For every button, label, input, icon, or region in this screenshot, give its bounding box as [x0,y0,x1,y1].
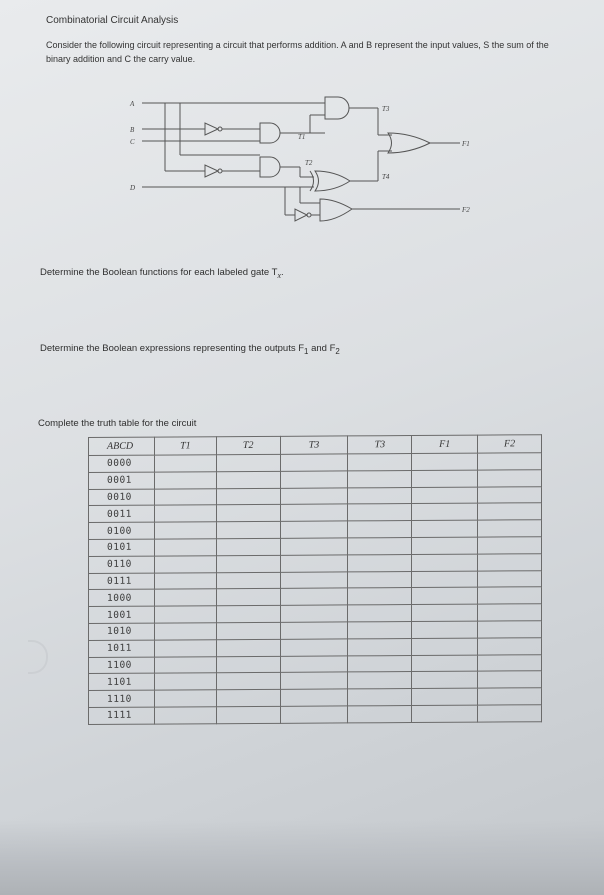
answer-cell[interactable] [216,471,280,488]
input-combination: 0010 [89,489,155,506]
header-abcd: ABCD [89,437,155,455]
answer-cell[interactable] [154,505,216,522]
header-t1: T1 [154,437,216,455]
answer-cell[interactable] [154,455,216,472]
input-label-d: D [130,184,136,192]
answer-cell[interactable] [216,706,280,723]
answer-cell[interactable] [412,520,478,537]
answer-cell[interactable] [154,488,216,505]
answer-cell[interactable] [412,571,478,588]
answer-cell[interactable] [478,688,542,705]
answer-cell[interactable] [154,589,216,606]
answer-cell[interactable] [412,705,478,722]
answer-cell[interactable] [154,522,216,539]
output-label-f2: F2 [462,206,470,214]
answer-cell[interactable] [348,705,412,722]
table-row [89,705,542,725]
answer-cell[interactable] [216,538,280,555]
answer-cell[interactable] [478,604,542,621]
question-gate-functions-text: Determine the Boolean functions for each labeled gate T [40,267,278,278]
answer-cell[interactable] [478,621,542,638]
answer-cell[interactable] [154,623,216,640]
answer-cell[interactable] [348,538,412,555]
answer-cell[interactable] [280,454,348,471]
answer-cell[interactable] [412,487,478,504]
answer-cell[interactable] [216,589,280,606]
answer-cell[interactable] [154,673,216,690]
answer-cell[interactable] [154,572,216,589]
answer-cell[interactable] [348,521,412,538]
answer-cell[interactable] [280,639,348,656]
gate-label-t3: T3 [382,105,390,113]
answer-cell[interactable] [280,571,348,588]
answer-cell[interactable] [412,554,478,571]
input-combination: 1100 [89,657,155,674]
answer-cell[interactable] [154,472,216,489]
input-combination: 0101 [89,539,155,556]
answer-cell[interactable] [478,570,542,587]
output-label-f1: F1 [462,140,470,148]
input-combination: 1111 [89,707,155,724]
q2-sub2: 2 [335,346,340,356]
answer-cell[interactable] [348,605,412,622]
gate-label-t2: T2 [305,159,313,167]
answer-cell[interactable] [348,454,412,471]
answer-cell[interactable] [154,690,216,707]
answer-cell[interactable] [154,656,216,673]
answer-cell[interactable] [216,454,280,471]
answer-cell[interactable] [216,656,280,673]
answer-cell[interactable] [216,605,280,622]
answer-cell[interactable] [348,638,412,655]
answer-cell[interactable] [412,621,478,638]
answer-cell[interactable] [216,622,280,639]
answer-cell[interactable] [412,453,478,470]
input-combination: 1110 [89,690,155,707]
answer-cell[interactable] [216,639,280,656]
input-combination: 1011 [89,640,155,657]
answer-cell[interactable] [412,504,478,521]
answer-cell[interactable] [478,554,542,571]
answer-cell[interactable] [478,470,542,487]
q2-prefix: Determine the Boolean expressions representing the outputs F [40,343,305,354]
input-label-b: B [130,126,135,134]
answer-cell[interactable] [280,488,348,505]
answer-cell[interactable] [478,520,542,537]
input-label-a: A [130,100,135,108]
answer-cell[interactable] [478,705,542,722]
answer-cell[interactable] [412,688,478,705]
answer-cell[interactable] [478,637,542,654]
answer-cell[interactable] [216,673,280,690]
answer-cell[interactable] [280,521,348,538]
answer-cell[interactable] [280,538,348,555]
answer-cell[interactable] [154,555,216,572]
answer-cell[interactable] [154,707,216,724]
truth-table [88,434,542,725]
input-combination: 0001 [89,472,155,489]
answer-cell[interactable] [216,689,280,706]
answer-cell[interactable] [280,672,348,689]
answer-cell[interactable] [280,689,348,706]
paper-shadow [0,820,604,895]
answer-cell[interactable] [216,522,280,539]
header-f1: F1 [412,435,478,453]
gate-label-t4: T4 [382,173,390,181]
answer-cell[interactable] [280,471,348,488]
answer-cell[interactable] [478,537,542,554]
answer-cell[interactable] [348,487,412,504]
input-combination: 1101 [89,673,155,690]
input-combination: 0110 [89,556,155,573]
answer-cell[interactable] [348,655,412,672]
answer-cell[interactable] [280,622,348,639]
q2-mid: and F [308,343,336,354]
answer-cell[interactable] [412,671,478,688]
answer-cell[interactable] [348,588,412,605]
answer-cell[interactable] [478,587,542,604]
answer-cell[interactable] [412,604,478,621]
input-combination: 0100 [89,522,155,539]
answer-cell[interactable] [216,505,280,522]
answer-cell[interactable] [154,539,216,556]
answer-cell[interactable] [280,504,348,521]
input-combination: 0011 [89,505,155,522]
answer-cell[interactable] [412,537,478,554]
question-truth-table: Complete the truth table for the circuit [38,418,197,429]
answer-cell[interactable] [412,655,478,672]
answer-cell[interactable] [154,606,216,623]
answer-cell[interactable] [478,671,542,688]
circuit-diagram [110,95,490,235]
input-combination: 0111 [89,573,155,590]
answer-cell[interactable] [216,555,280,572]
header-t3-second: T3 [348,436,412,454]
input-combination: 0000 [89,455,155,472]
input-combination: 1000 [89,589,155,606]
answer-cell[interactable] [478,503,542,520]
page-title: Combinatorial Circuit Analysis [46,15,179,26]
answer-cell[interactable] [280,706,348,723]
answer-cell[interactable] [478,654,542,671]
header-t2: T2 [216,436,280,454]
answer-cell[interactable] [348,571,412,588]
answer-cell[interactable] [280,605,348,622]
header-f2: F2 [478,435,542,453]
answer-cell[interactable] [348,554,412,571]
input-label-c: C [130,138,135,146]
input-combination: 1001 [89,606,155,623]
answer-cell[interactable] [412,470,478,487]
answer-cell[interactable] [348,689,412,706]
q2-sub1: 1 [304,346,309,356]
header-t3: T3 [280,436,348,454]
answer-cell[interactable] [348,470,412,487]
answer-cell[interactable] [412,638,478,655]
answer-cell[interactable] [348,621,412,638]
answer-cell[interactable] [478,453,542,470]
answer-cell[interactable] [412,587,478,604]
answer-cell[interactable] [280,555,348,572]
question-gate-functions: Determine the Boolean functions for each labeled gate $T_x$. [40,267,284,280]
question-gate-functions-sub: x [277,270,281,280]
answer-cell[interactable] [478,486,542,503]
answer-cell[interactable] [280,655,348,672]
answer-cell[interactable] [216,572,280,589]
answer-cell[interactable] [348,672,412,689]
input-combination: 1010 [89,623,155,640]
question-output-expressions [40,343,340,356]
answer-cell[interactable] [280,588,348,605]
answer-cell[interactable] [154,639,216,656]
pencil-mark [28,640,48,674]
intro-paragraph: Consider the following circuit representing a circuit that performs addition. A and B represent the input values, S the sum of the binary addition and C the carry value. [46,40,549,64]
answer-cell[interactable] [348,504,412,521]
answer-cell[interactable] [216,488,280,505]
gate-label-t1: T1 [298,133,306,141]
